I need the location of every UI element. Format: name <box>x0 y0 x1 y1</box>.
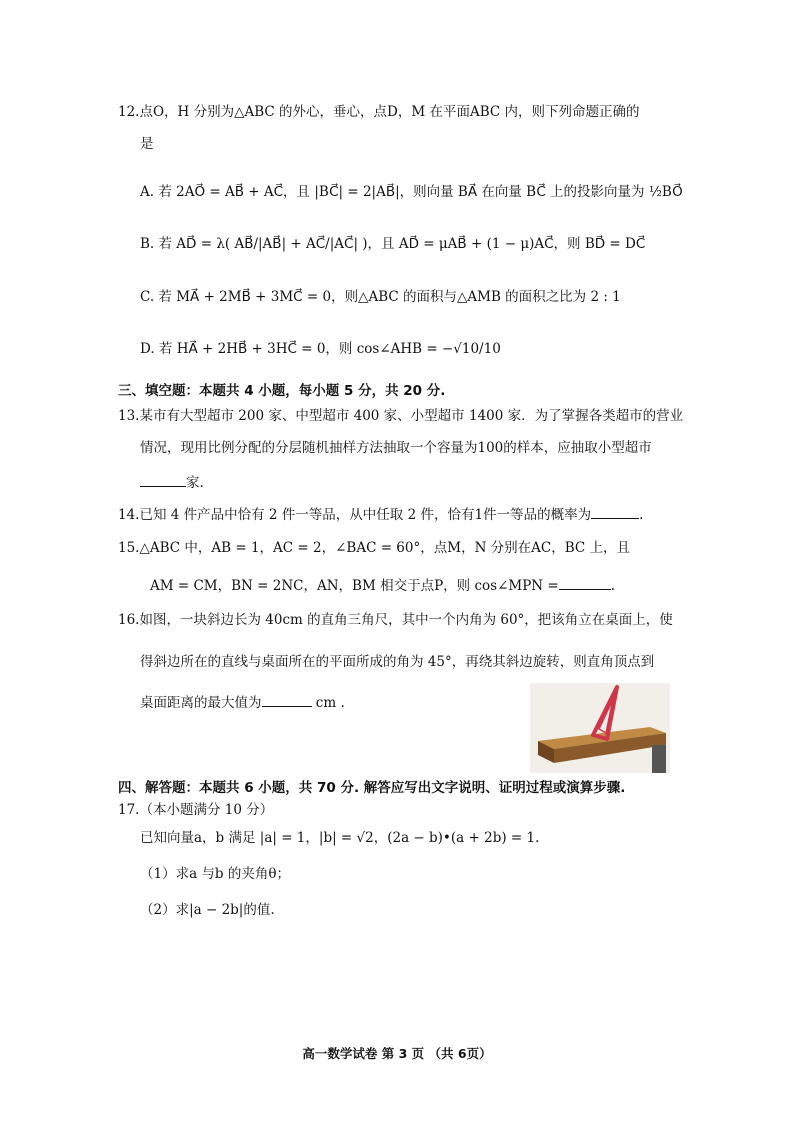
section-3-heading: 三、填空题：本题共 4 小题，每小题 5 分，共 20 分. <box>118 383 446 399</box>
triangle-on-table-figure <box>530 683 670 773</box>
answer-blank <box>140 472 186 487</box>
q16-line2: 得斜边所在的直线与桌面所在的平面所成的角为 45°，再绕其斜边旋转，则直角顶点到 <box>140 654 655 670</box>
q13-suffix: 家. <box>186 475 204 491</box>
answer-blank <box>262 692 312 707</box>
q15-text: AM = CM，BN = 2NC，AN，BM 相交于点P，则 cos∠MPN = <box>150 578 559 594</box>
q12-option-b: B. 若 AD⃗ = λ( AB⃗/|AB⃗| + AC⃗/|AC⃗| )，且 AD⃗ = μAB⃗ + (1 − μ)AC⃗，则 BD⃗ = DC⃗ <box>140 236 646 252</box>
q13-line1: 13.某市有大型超市 200 家、中型超市 400 家、小型超市 1400 家．为了掌握各类超市的营业 <box>118 408 684 424</box>
q17-title: 17.（本小题满分 10 分） <box>118 802 274 818</box>
section-4-heading: 四、解答题：本题共 6 小题，共 70 分. 解答应写出文字说明、证明过程或演算步骤. <box>118 780 626 796</box>
page-footer: 高一数学试卷 第 3 页 （共 6页） <box>302 1046 492 1061</box>
q15-end: . <box>610 578 615 594</box>
q17-part1: （1）求a 与b 的夹角θ； <box>140 866 290 882</box>
q12-option-d: D. 若 HA⃗ + 2HB⃗ + 3HC⃗ = 0，则 cos∠AHB = −√10/10 <box>140 341 501 357</box>
q12-stem-cont: 是 <box>140 136 154 152</box>
q17-given: 已知向量a，b 满足 |a| = 1，|b| = √2，(2a − b)•(a + 2b) = 1. <box>140 830 540 846</box>
triangle-figure-svg <box>530 683 670 773</box>
q15-line2 <box>150 575 615 594</box>
q16-line3 <box>140 692 345 711</box>
q15-line1: 15.△ABC 中，AB = 1，AC = 2，∠BAC = 60°，点M，N 分别在AC，BC 上，且 <box>118 540 631 556</box>
q17-part2: （2）求|a − 2b|的值. <box>140 902 275 918</box>
q12-option-a: A. 若 2AO⃗ = AB⃗ + AC⃗，且 |BC⃗| = 2|AB⃗|，则向量 BA⃗ 在向量 BC⃗ 上的投影向量为 ½BO⃗ <box>140 184 683 200</box>
q13-line3 <box>140 472 204 491</box>
q12-stem: 12.点O，H 分别为△ABC 的外心，垂心，点D，M 在平面ABC 内，则下列命题正确的 <box>118 104 640 120</box>
q12-option-c: C. 若 MA⃗ + 2MB⃗ + 3MC⃗ = 0，则△ABC 的面积与△AMB 的面积之比为 2 : 1 <box>140 289 621 305</box>
q14-end: . <box>639 507 644 523</box>
answer-blank <box>559 575 611 590</box>
q16-unit: cm . <box>315 695 345 711</box>
q13-line2: 情况，现用比例分配的分层随机抽样方法抽取一个容量为100的样本，应抽取小型超市 <box>140 440 652 456</box>
answer-blank <box>591 504 639 519</box>
table-leg <box>652 745 666 773</box>
q14-text: 14.已知 4 件产品中恰有 2 件一等品，从中任取 2 件，恰有1件一等品的概率为 <box>118 507 592 523</box>
q16-text: 桌面距离的最大值为 <box>140 695 262 711</box>
q16-line1: 16.如图，一块斜边长为 40cm 的直角三角尺，其中一个内角为 60°，把该角立在桌面上，使 <box>118 612 673 628</box>
q14 <box>118 504 643 523</box>
